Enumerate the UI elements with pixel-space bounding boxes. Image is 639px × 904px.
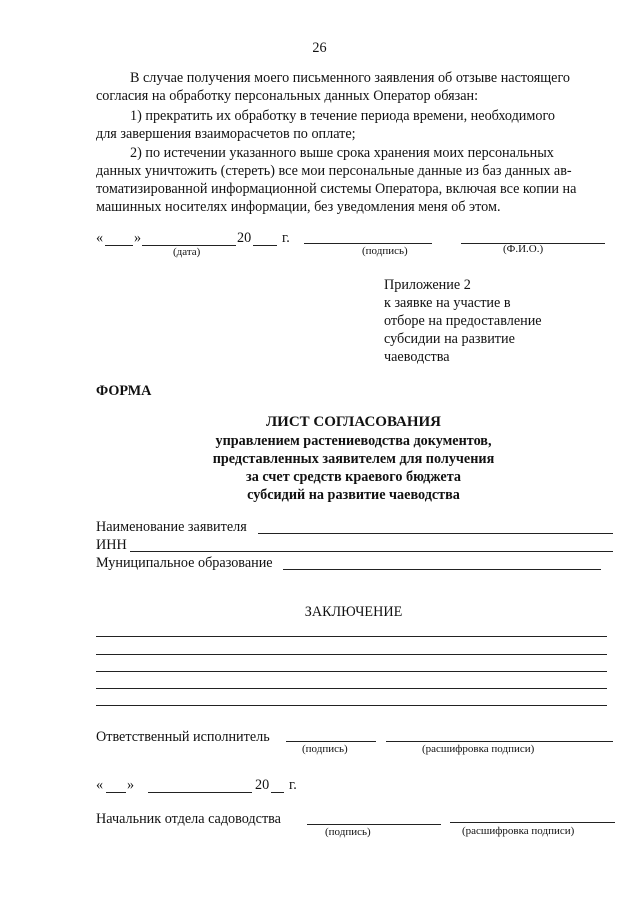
year-suffix: г. (289, 777, 297, 793)
conclusion-line[interactable] (96, 671, 607, 672)
text-line: данных уничтожить (стереть) все мои персональные данные из баз данных ав- (96, 163, 572, 179)
day-blank[interactable] (105, 245, 133, 246)
conclusion-heading: ЗАКЛЮЧЕНИЕ (304, 604, 403, 620)
text-line: 1) прекратить их обработку в течение периода времени, необходимого (130, 108, 556, 124)
appendix-line: Приложение 2 (384, 277, 471, 293)
year-blank[interactable] (271, 792, 284, 793)
head-sign-caption: (подпись) (325, 826, 371, 838)
head-decode-line[interactable] (450, 822, 615, 823)
head-decode-caption: (расшифровка подписи) (462, 825, 575, 837)
executor-sign-caption: (подпись) (302, 743, 348, 755)
municipality-input-line[interactable] (283, 569, 601, 570)
conclusion-line[interactable] (96, 636, 607, 637)
title-main: ЛИСТ СОГЛАСОВАНИЯ (265, 414, 442, 430)
quote-open: « (96, 230, 104, 246)
executor-signature-line[interactable] (286, 741, 376, 742)
inn-label: ИНН (96, 537, 127, 553)
year-prefix: 20 (255, 777, 270, 793)
signature-blank[interactable] (304, 243, 432, 244)
inn-input-line[interactable] (130, 551, 613, 552)
text-line: согласия на обработку персональных данных Оператор обязан: (96, 88, 479, 104)
appendix-line: отборе на предоставление (384, 313, 542, 329)
form-label: ФОРМА (96, 383, 152, 399)
quote-close: » (134, 230, 142, 246)
executor-label: Ответственный исполнитель (96, 729, 270, 745)
year-prefix: 20 (237, 230, 252, 246)
conclusion-line[interactable] (96, 688, 607, 689)
signature-caption: (подпись) (362, 245, 408, 257)
year-blank[interactable] (253, 245, 277, 246)
title-line: за счет средств краевого бюджета (246, 469, 461, 485)
text-line: томатизированной информационной системы Оператора, включая все копии на (96, 181, 577, 197)
title-line: представленных заявителем для получения (212, 451, 495, 467)
page-number: 26 (312, 40, 327, 56)
conclusion-line[interactable] (96, 654, 607, 655)
executor-decode-caption: (расшифровка подписи) (422, 743, 535, 755)
appendix-line: чаеводства (384, 349, 450, 365)
text-line: 2) по истечении указанного выше срока хранения моих персональных (130, 145, 554, 161)
applicant-input-line[interactable] (258, 533, 613, 534)
text-line: машинных носителях информации, без уведомления меня об этом. (96, 199, 501, 215)
conclusion-line[interactable] (96, 705, 607, 706)
appendix-line: к заявке на участие в (384, 295, 511, 311)
text-line: В случае получения моего письменного заявления об отзыве настоящего (130, 70, 571, 86)
date-caption: (дата) (173, 246, 201, 258)
title-line: субсидий на развитие чаеводства (247, 487, 460, 503)
quote-open: « (96, 777, 104, 793)
title-line: управлением растениеводства документов, (215, 433, 492, 449)
quote-close: » (127, 777, 135, 793)
executor-decode-line[interactable] (386, 741, 613, 742)
fio-caption: (Ф.И.О.) (503, 243, 544, 255)
month-blank[interactable] (148, 792, 252, 793)
day-blank[interactable] (106, 792, 126, 793)
appendix-line: субсидии на развитие (384, 331, 515, 347)
municipality-label: Муниципальное образование (96, 555, 273, 571)
applicant-label: Наименование заявителя (96, 519, 247, 535)
year-suffix: г. (282, 230, 290, 246)
text-line: для завершения взаиморасчетов по оплате; (96, 126, 356, 142)
head-signature-line[interactable] (307, 824, 441, 825)
head-label: Начальник отдела садоводства (96, 811, 281, 827)
